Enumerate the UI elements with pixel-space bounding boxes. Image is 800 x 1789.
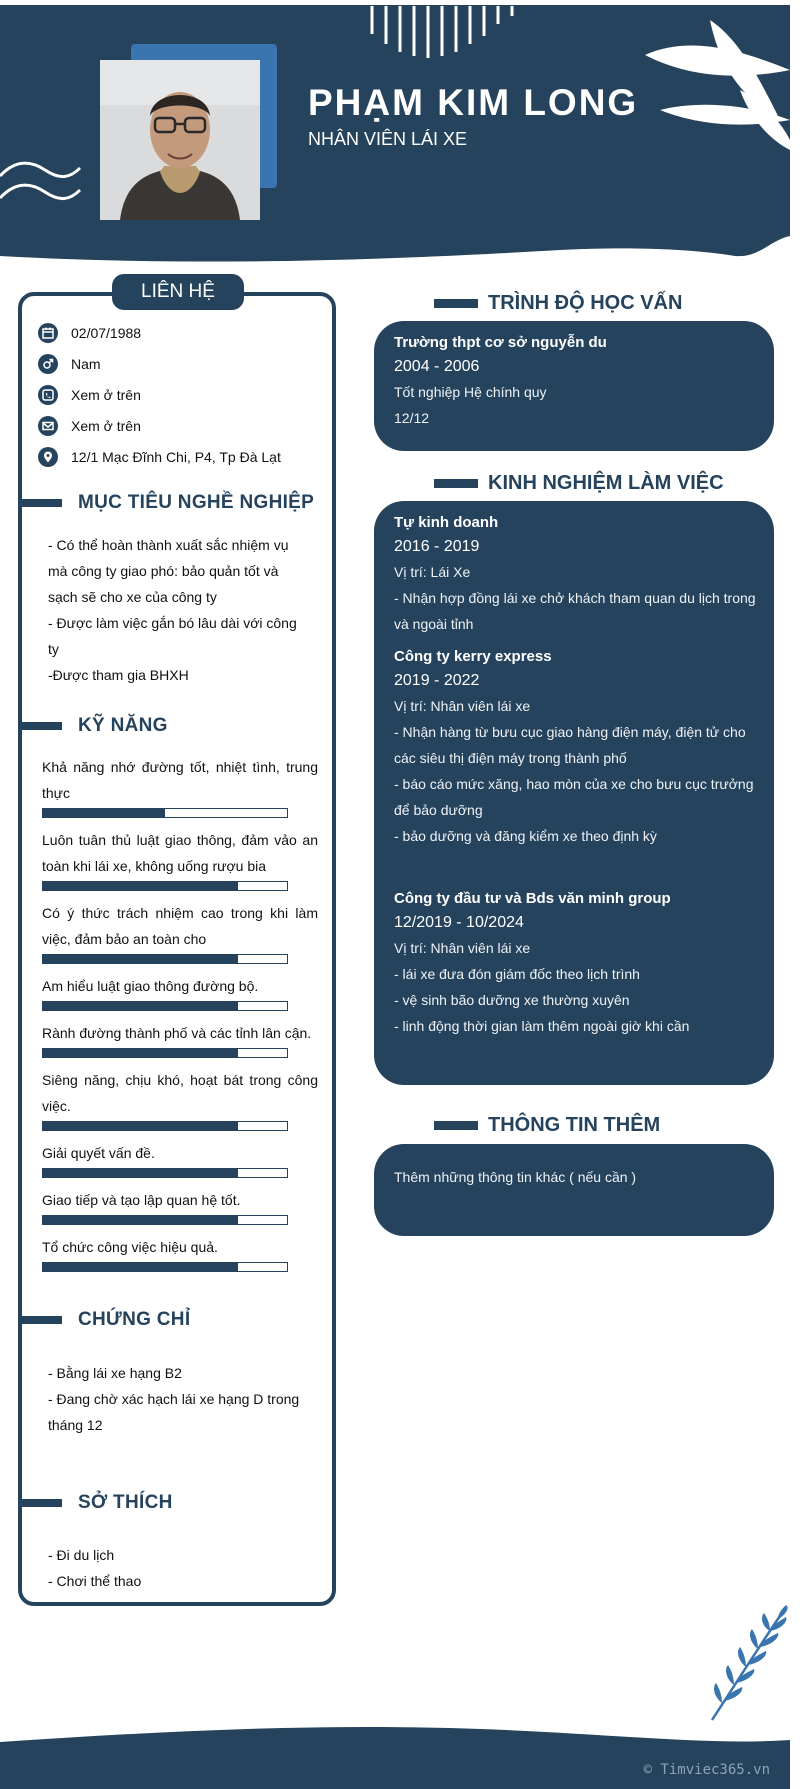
skill-level-fill (43, 809, 165, 817)
hobbies-section-title: SỞ THÍCH (78, 1492, 173, 1513)
education-section-header (434, 289, 682, 317)
section-bar (20, 722, 62, 730)
job-line: Vị trí: Nhân viên lái xe (394, 698, 531, 714)
job-line: - linh động thời gian làm thêm ngoài giờ khi cần (394, 1018, 690, 1034)
skill-item (42, 1020, 318, 1058)
skill-label: Siêng năng, chịu khó, hoạt bát trong công việc. (42, 1072, 318, 1114)
skill-item (42, 827, 318, 891)
skills-section-title: KỸ NĂNG (78, 715, 168, 736)
certificates-section-title: CHỨNG CHỈ (78, 1309, 191, 1330)
job-entry (394, 645, 774, 849)
job-entry (394, 511, 774, 637)
skill-label: Có ý thức trách nhiệm cao trong khi làm việc, đảm bảo an toàn cho (42, 905, 318, 947)
skill-label: Tổ chức công việc hiệu quả. (42, 1239, 218, 1255)
extra-info-text: Thêm những thông tin khác ( nếu cần ) (394, 1169, 637, 1185)
skill-level-fill (43, 1216, 238, 1224)
objective-line: mà công ty giao phó: bảo quản tốt và (48, 563, 279, 579)
objective-section-header (20, 490, 314, 516)
contact-phone (38, 384, 141, 406)
objective-text (48, 532, 304, 688)
job-line: - Nhận hàng từ bưu cục giao hàng điện máy, điện tử cho (394, 724, 746, 740)
skill-item (42, 1234, 318, 1272)
objective-line: ty (48, 641, 59, 657)
skill-level-bar (42, 881, 288, 891)
section-bar (434, 1121, 478, 1130)
job-entry (394, 887, 774, 1039)
skill-level-bar (42, 1215, 288, 1225)
skill-level-fill (43, 882, 238, 890)
experience-section-header (434, 469, 724, 497)
contact-phone-text[interactable]: Xem ở trên (71, 387, 141, 403)
location-icon (38, 447, 58, 467)
experience-section-title: KINH NGHIỆM LÀM VIỆC (488, 471, 724, 494)
job-line: và ngoài tỉnh (394, 616, 474, 632)
skill-level-fill (43, 1002, 238, 1010)
section-bar (20, 499, 62, 507)
section-bar (434, 479, 478, 488)
skill-item (42, 973, 318, 1011)
skill-level-fill (43, 1122, 238, 1130)
education-degree: Tốt nghiệp Hệ chính quy (394, 384, 547, 400)
skill-level-fill (43, 1169, 238, 1177)
contact-email (38, 415, 141, 437)
job-line: để bảo dưỡng (394, 802, 483, 818)
job-line: - báo cáo mức xăng, hao mòn của xe cho bưu cục trưởng (394, 776, 754, 792)
hobby-line: - Chơi thể thao (48, 1573, 142, 1589)
skill-item (42, 1140, 318, 1178)
certificate-line: tháng 12 (48, 1417, 103, 1433)
contact-gender (38, 353, 101, 375)
job-title: NHÂN VIÊN LÁI XE (308, 129, 468, 149)
objective-section-title: MỤC TIÊU NGHỀ NGHIỆP (78, 492, 315, 513)
job-company: Công ty kerry express (394, 648, 552, 665)
education-years: 2004 - 2006 (394, 358, 480, 375)
skill-item (42, 1067, 318, 1131)
school-name: Trường thpt cơ sở nguyễn du (394, 334, 607, 351)
job-line: - bảo dưỡng và đăng kiểm xe theo định kỳ (394, 828, 657, 844)
job-line: - lái xe đưa đón giám đốc theo lịch trình (394, 966, 640, 982)
skill-level-bar (42, 1168, 288, 1178)
skill-level-bar (42, 808, 288, 818)
skill-level-bar (42, 954, 288, 964)
footer-leaf-decoration (700, 1605, 790, 1725)
job-years: 12/2019 - 10/2024 (394, 914, 524, 931)
section-bar (434, 299, 478, 308)
certificate-line: - Bằng lái xe hạng B2 (48, 1365, 182, 1381)
certificates-section-header (20, 1307, 190, 1333)
contact-email-text[interactable]: Xem ở trên (71, 418, 141, 434)
education-box (374, 321, 774, 451)
skill-label: Giải quyết vấn đề. (42, 1145, 155, 1161)
extra-info-box (374, 1144, 774, 1236)
section-bar (20, 1499, 62, 1507)
job-line: - Nhận hợp đồng lái xe chở khách tham quan du lịch trong (394, 590, 756, 606)
contact-gender-text: Nam (71, 356, 101, 372)
skill-label: Khả năng nhớ đường tốt, nhiệt tình, trung thực (42, 759, 318, 801)
experience-box (374, 501, 774, 1085)
education-grade: 12/12 (394, 410, 430, 426)
skill-item (42, 754, 318, 818)
skill-level-bar (42, 1121, 288, 1131)
phone-icon (38, 385, 58, 405)
job-years: 2016 - 2019 (394, 538, 480, 555)
skill-label: Am hiểu luật giao thông đường bộ. (42, 978, 259, 994)
gender-icon (38, 354, 58, 374)
extra-info-section-header (434, 1111, 660, 1139)
objective-line: - Có thể hoàn thành xuất sắc nhiệm vụ (48, 537, 289, 553)
objective-line: - Được làm việc gắn bó lâu dài với công (48, 615, 297, 631)
job-line: Vị trí: Lái Xe (394, 564, 471, 580)
extra-info-section-title: THÔNG TIN THÊM (488, 1113, 661, 1136)
hobbies-text (48, 1542, 304, 1594)
objective-line: -Được tham gia BHXH (48, 667, 189, 683)
hobby-line: - Đi du lịch (48, 1547, 115, 1563)
skill-label: Giao tiếp và tạo lập quan hệ tốt. (42, 1192, 241, 1208)
education-section-title: TRÌNH ĐỘ HỌC VẤN (488, 291, 683, 314)
certificate-line: - Đang chờ xác hạch lái xe hạng D trong (48, 1391, 300, 1407)
contact-birthdate (38, 322, 141, 344)
skill-level-bar (42, 1001, 288, 1011)
skill-item (42, 1187, 318, 1225)
job-company: Tự kinh doanh (394, 514, 499, 531)
skill-level-fill (43, 1263, 238, 1271)
job-line: các siêu thị điện máy trong thành phố (394, 750, 627, 766)
contact-address-text: 12/1 Mạc Đĩnh Chi, P4, Tp Đà Lạt (71, 449, 281, 465)
job-company: Công ty đầu tư và Bds văn minh group (394, 890, 671, 907)
skill-level-bar (42, 1048, 288, 1058)
skill-item (42, 900, 318, 964)
job-line: - vệ sinh bão dưỡng xe thường xuyên (394, 992, 630, 1008)
avatar-photo (100, 60, 260, 220)
footer-wave (0, 1720, 800, 1789)
skill-level-fill (43, 1049, 238, 1057)
skill-level-bar (42, 1262, 288, 1272)
candidate-name: PHẠM KIM LONG (308, 82, 639, 123)
skill-label: Luôn tuân thủ luật giao thông, đảm vảo an toàn khi lái xe, không uống rượu bia (42, 832, 318, 874)
contact-section-title: LIÊN HỆ (112, 274, 244, 310)
hobbies-section-header (20, 1490, 173, 1516)
calendar-icon (38, 323, 58, 343)
contact-address (38, 446, 281, 468)
objective-line: sạch sẽ cho xe của công ty (48, 589, 217, 605)
certificates-text (48, 1360, 304, 1438)
job-years: 2019 - 2022 (394, 672, 480, 689)
job-line: Vị trí: Nhân viên lái xe (394, 940, 531, 956)
email-icon (38, 416, 58, 436)
copyright-text: © Timviec365.vn (643, 1762, 770, 1778)
section-bar (20, 1316, 62, 1324)
skill-label: Rành đường thành phố và các tỉnh lân cận. (42, 1025, 312, 1041)
skills-section-header (20, 713, 168, 739)
contact-birthdate-text: 02/07/1988 (71, 325, 142, 341)
skill-level-fill (43, 955, 238, 963)
